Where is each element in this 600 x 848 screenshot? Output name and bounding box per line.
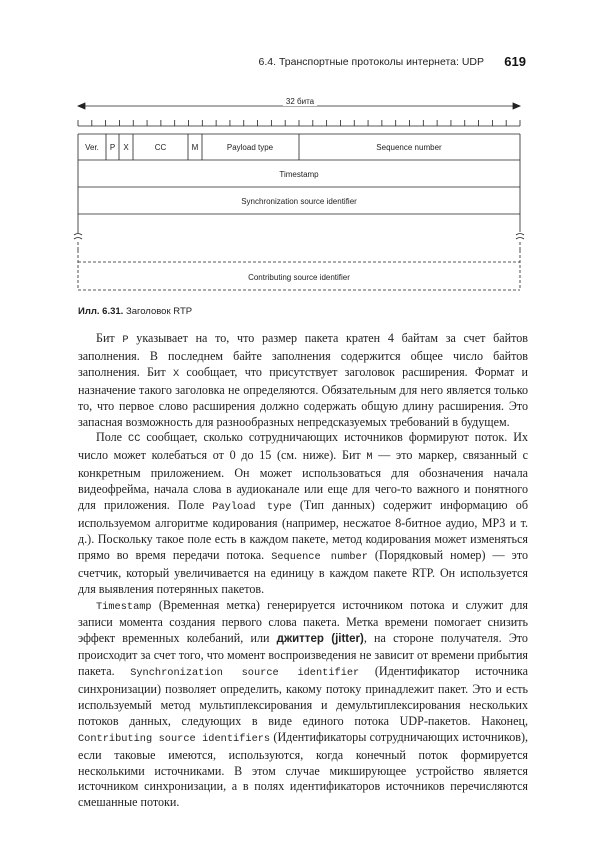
field-ver: Ver. — [85, 143, 99, 152]
caption-number: Илл. 6.31. — [78, 306, 124, 317]
text-run: (Временная метка) генерируется источником потока и служит для записи момента создания первого слова пакета. Метка времени помогает снизить эффект временных колебаний, или — [78, 597, 528, 646]
paragraph-3 — [78, 598, 528, 812]
section-title: 6.4. Транспортные протоколы интернета: UDP — [258, 56, 484, 68]
text-run: , на стороне получателя. Это происходит за счет того, что момент воспроизведения не зависит от времени прибытия пакета. — [78, 631, 528, 679]
text-run: (Идентификатор источника синхронизации) позволяет определить, какому потоку принадлежит пакет. Это и есть используемый метод мультиплексирования и демультиплексирования нескольких потоков данных, следующих в виде единого потока UDP-пакетов. Наконец, — [78, 664, 528, 728]
body-text — [78, 331, 528, 811]
text-run: — это маркер, связанный с конкретным приложением. Он может использоваться для обозначения начала видеофрейма, начала слова в аудиоканале или еще для чего-то важного и понятного для приложения. Поле — [78, 448, 528, 513]
paragraph-2 — [78, 430, 528, 597]
caption-text: Заголовок RTP — [125, 306, 193, 317]
page-number: 619 — [504, 54, 526, 69]
field-csrc: Contributing source identifier — [248, 273, 350, 282]
width-label: 32 бита — [283, 97, 317, 106]
code-run: P — [122, 334, 129, 346]
text-run: Бит — [96, 331, 115, 345]
text-run: (Идентификаторы сотрудничающих источников), если таковые имеются, используются, когда конечный поток формируется несколькими источниками. В этом случае микширующее устройство является источником синхронизации, а в полях идентификаторов источников перечисляются смешанные потоки. — [78, 729, 528, 810]
code-run: CC — [128, 433, 141, 446]
figure-caption — [78, 306, 192, 317]
width-label-wrap — [70, 97, 530, 106]
running-header — [78, 56, 526, 70]
rtp-header-svg — [70, 92, 530, 302]
field-payload-type: Payload type — [226, 143, 274, 152]
code-run: Synchronization source identifier — [130, 667, 360, 680]
text-run: (Тип данных) содержит информацию об используемом алгоритме кодирования (например, несжатое 8-битное аудио, MP3 и т. д.). Поскольку такое поле есть в каждом пакете, метод кодирования может изменяться прямо во время передачи потока. — [78, 498, 528, 562]
code-run: Contributing source identifiers — [78, 732, 271, 745]
text-run: сообщает, сколько сотрудничающих источников формируют поток. Их число может колебаться от 0 до 15 (см. ниже). Бит — [78, 430, 528, 463]
bit-ticks — [78, 120, 520, 126]
field-timestamp: Timestamp — [279, 170, 319, 179]
field-ssrc: Synchronization source identifier — [241, 197, 357, 206]
field-p: P — [109, 143, 116, 152]
field-m: M — [191, 143, 199, 152]
code-run: X — [172, 367, 180, 380]
code-run: M — [366, 451, 373, 464]
code-run: Timestamp — [96, 600, 152, 613]
text-run: сообщает, что присутствует заголовок расширения. Формат и назначение такого заголовка не определяются. Обязательным для него является только то, что первое слово расширения должно содержать общую длину расширения. Это запасная возможность для разнообразных непредсказуемых требований в будущем. — [78, 364, 529, 429]
paragraph-1 — [78, 331, 528, 430]
rtp-header-diagram — [70, 92, 530, 302]
field-x: X — [123, 143, 129, 152]
code-run: Sequence number — [271, 550, 368, 563]
field-sequence-number: Sequence number — [376, 143, 442, 152]
text-run: (Порядковый номер) — это счетчик, который увеличивается на единицу в каждом пакете RTP. Он используется для выявления потерянных пакетов. — [78, 547, 529, 596]
term-jitter: джиттер (jitter) — [276, 633, 364, 646]
text-run: Поле — [96, 430, 123, 445]
text-run: указывает на то, что размер пакета кратен 4 байтам за счет байтов заполнения. В последнем байте заполнения содержится общее число байтов заполнения. Бит — [78, 331, 528, 379]
field-cc: CC — [154, 143, 167, 152]
code-run: Payload type — [212, 501, 292, 514]
